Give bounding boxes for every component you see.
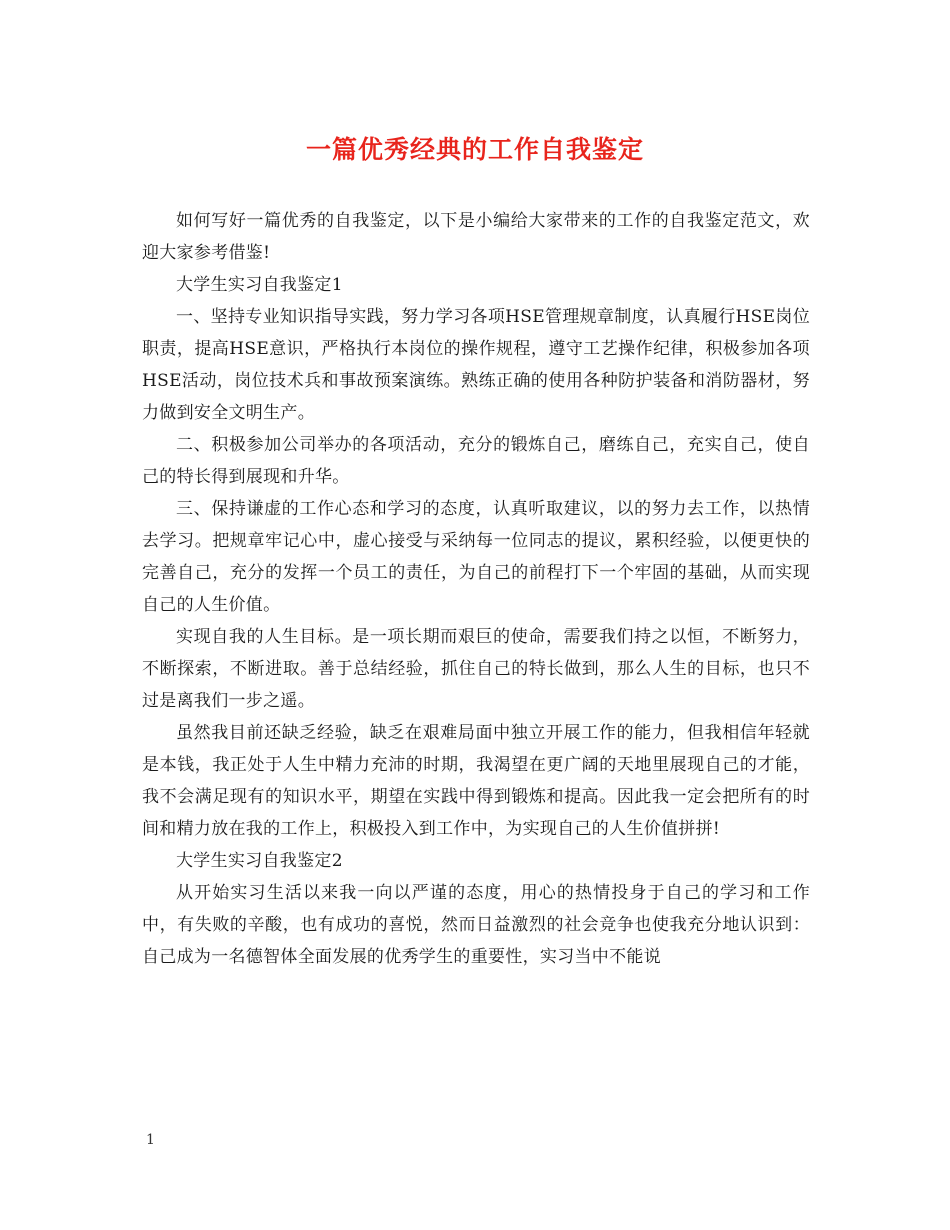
page-number: 1 [146, 1132, 155, 1148]
paragraph-point-2: 二、积极参加公司举办的各项活动，充分的锻炼自己，磨练自己，充实自己，使自己的特长得到展现和升华。 [142, 435, 810, 487]
section-heading-2: 大学生实习自我鉴定2 [176, 851, 343, 871]
section-heading-1: 大学生实习自我鉴定1 [176, 275, 343, 295]
paragraph-point-1: 一、坚持专业知识指导实践，努力学习各项HSE管理规章制度，认真履行HSE岗位职责，提高HSE意识，严格执行本岗位的操作规程，遵守工艺操作纪律，积极参加各项HSE活动，岗位技术兵和事故预案演练。熟练正确的使用各种防护装备和消防器材，努力做到安全文明生产。 [142, 307, 810, 423]
paragraph-intro: 如何写好一篇优秀的自我鉴定，以下是小编给大家带来的工作的自我鉴定范文，欢迎大家参考借鉴! [142, 211, 810, 263]
paragraph-point-3: 三、保持谦虚的工作心态和学习的态度，认真听取建议，以的努力去工作，以热情去学习。把规章牢记心中，虚心接受与采纳每一位同志的提议，累积经验，以便更快的完善自己，充分的发挥一个员工的责任，为自己的前程打下一个牢固的基础，从而实现自己的人生价值。 [142, 499, 810, 615]
paragraph-section-2: 从开始实习生活以来我一向以严谨的态度，用心的热情投身于自己的学习和工作中，有失败的辛酸，也有成功的喜悦，然而日益激烈的社会竞争也使我充分地认识到：自己成为一名德智体全面发展的优秀学生的重要性，实习当中不能说 [142, 883, 810, 967]
document-body [142, 205, 810, 973]
document-title: 一篇优秀经典的工作自我鉴定 [305, 135, 644, 164]
paragraph-goals: 实现自我的人生目标。是一项长期而艰巨的使命，需要我们持之以恒，不断努力，不断探索，不断进取。善于总结经验，抓住自己的特长做到，那么人生的目标，也只不过是离我们一步之遥。 [142, 627, 810, 711]
paragraph-outlook: 虽然我目前还缺乏经验，缺乏在艰难局面中独立开展工作的能力，但我相信年轻就是本钱，我正处于人生中精力充沛的时期，我渴望在更广阔的天地里展现自己的才能，我不会满足现有的知识水平，期望在实践中得到锻炼和提高。因此我一定会把所有的时间和精力放在我的工作上，积极投入到工作中，为实现自己的人生价值拼拼! [142, 723, 810, 839]
